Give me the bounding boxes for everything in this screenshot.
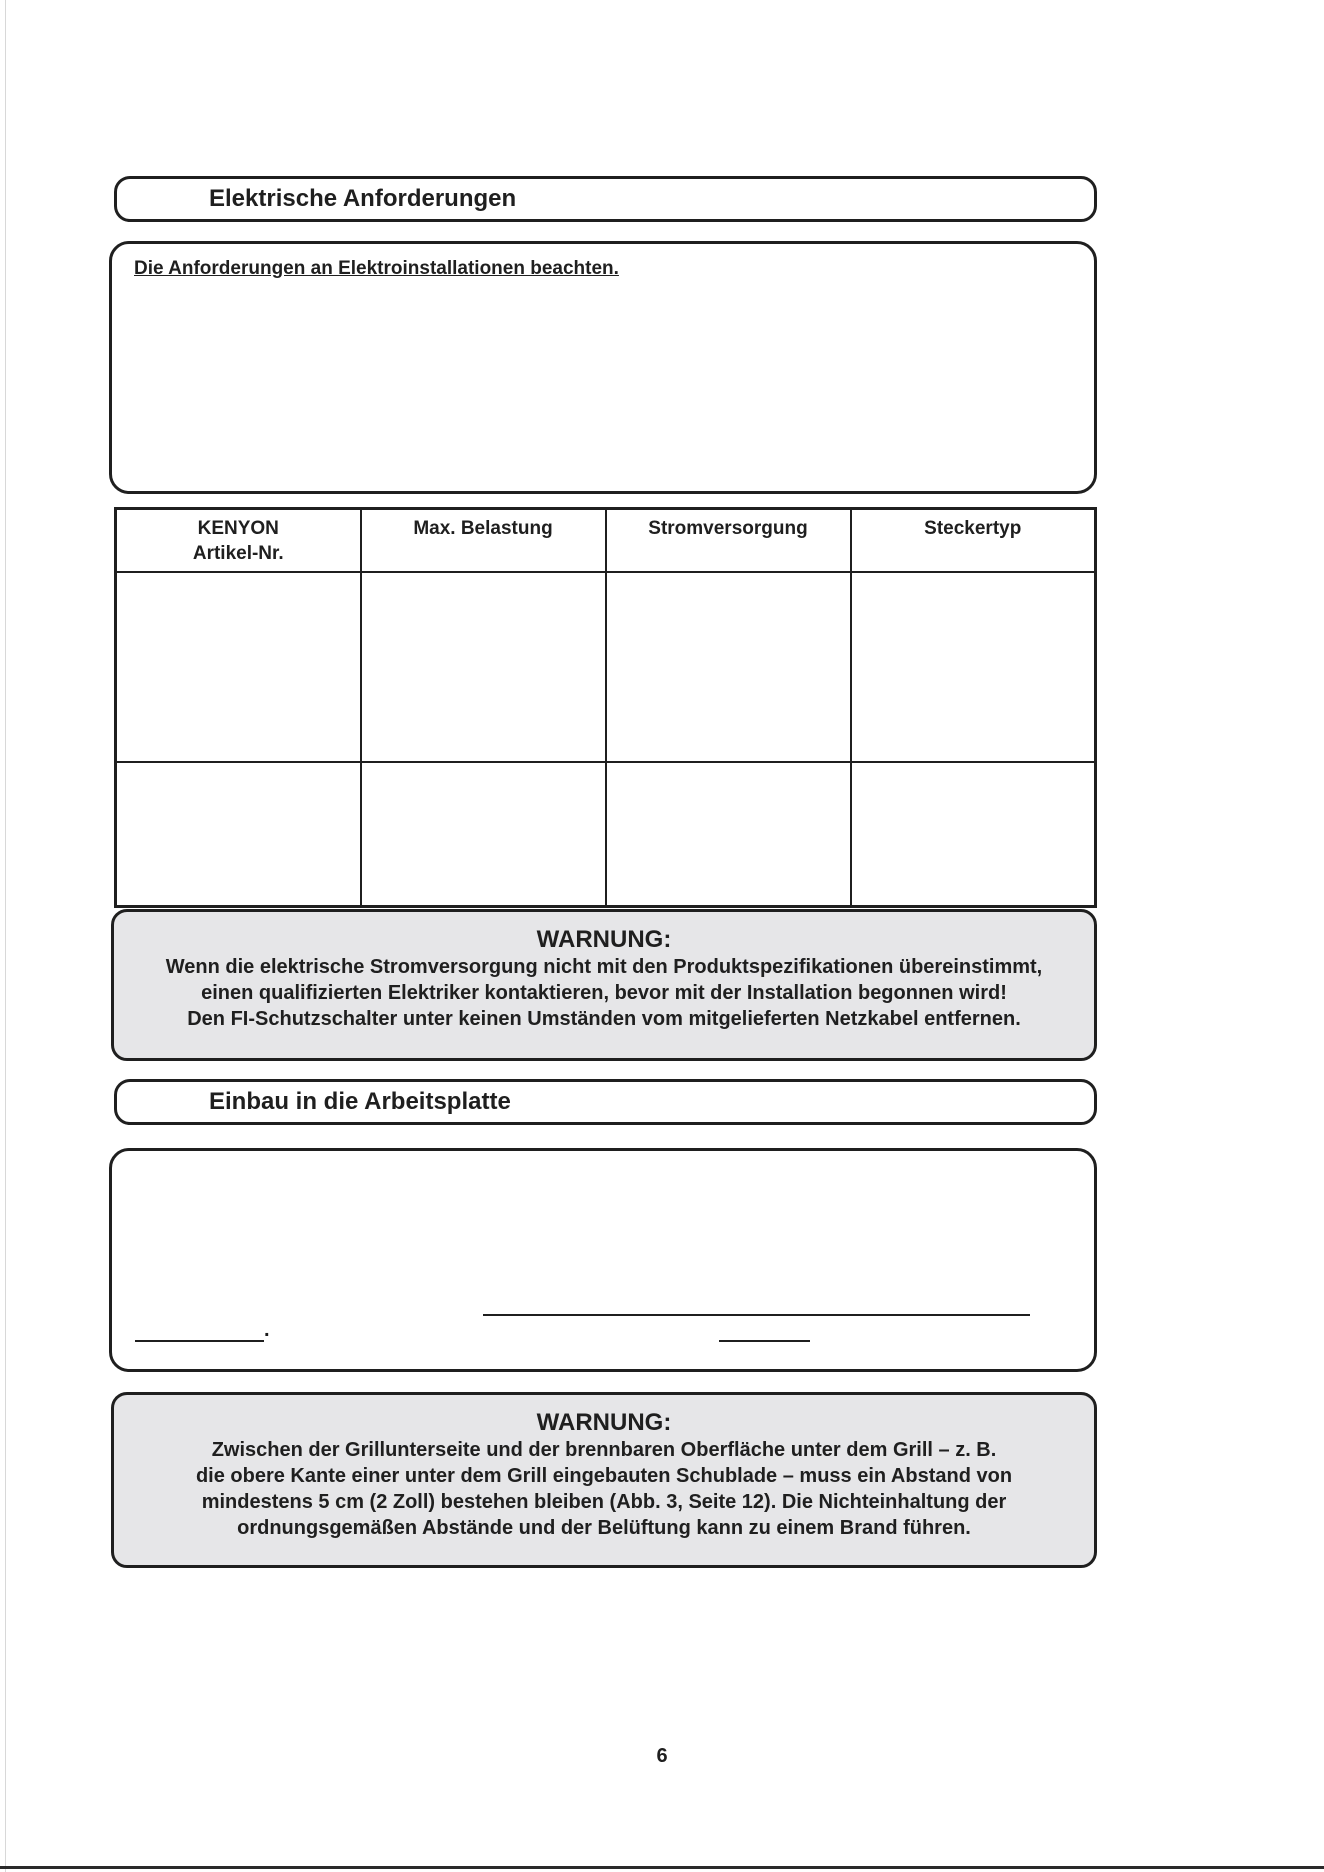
header-article-number-line2: Artikel-Nr.	[192, 543, 284, 564]
header-plug-type: Steckertyp	[851, 509, 1096, 573]
header-article-number-line1: KENYON	[197, 518, 279, 539]
table-row	[116, 572, 1096, 762]
table-row	[116, 762, 1096, 907]
electrical-requirements-heading: Die Anforderungen an Elektroinstallationen beachten.	[134, 258, 619, 279]
warning-line: einen qualifizierten Elektriker kontaktieren, bevor mit der Installation begonnen wird!	[201, 982, 1007, 1004]
warning-line: Wenn die elektrische Stromversorgung nicht mit den Produktspezifikationen übereinstimmt,	[165, 956, 1043, 978]
table-cell	[361, 572, 606, 762]
left-margin-rule	[5, 0, 6, 1872]
section-title-countertop: Einbau in die Arbeitsplatte	[209, 1088, 511, 1115]
section-title-electrical: Elektrische Anforderungen	[209, 185, 517, 212]
section-header-countertop	[114, 1079, 1097, 1125]
warning-title-clearance: WARNUNG:	[536, 1409, 672, 1436]
warning-line: mindestens 5 cm (2 Zoll) bestehen bleiben (Abb. 3, Seite 12). Die Nichteinhaltung der	[201, 1491, 1007, 1513]
warning-title-electrical: WARNUNG:	[536, 926, 672, 953]
warning-box-clearance	[111, 1392, 1097, 1568]
warning-line: Den FI-Schutzschalter unter keinen Umständen vom mitgelieferten Netzkabel entfernen.	[187, 1008, 1021, 1030]
blank-line	[483, 1314, 1030, 1316]
warning-line: Zwischen der Grillunterseite und der brennbaren Oberfläche unter dem Grill – z. B.	[211, 1439, 997, 1461]
table-header-row	[116, 509, 1096, 573]
countertop-installation-box	[109, 1148, 1097, 1372]
blank-line	[135, 1340, 264, 1342]
header-max-load: Max. Belastung	[361, 509, 606, 573]
section-header-electrical	[114, 176, 1097, 222]
table-cell	[606, 572, 851, 762]
page-number: 6	[656, 1745, 668, 1767]
warning-line: die obere Kante einer unter dem Grill eingebauten Schublade – muss ein Abstand von	[195, 1465, 1013, 1487]
table-cell	[116, 762, 361, 907]
header-article-number	[116, 509, 361, 573]
table-cell	[361, 762, 606, 907]
table-cell	[116, 572, 361, 762]
blank-line	[719, 1340, 810, 1342]
sentence-period: .	[264, 1319, 270, 1341]
header-power-supply: Stromversorgung	[606, 509, 851, 573]
table-cell	[851, 762, 1096, 907]
warning-line: ordnungsgemäßen Abstände und der Belüftung kann zu einem Brand führen.	[237, 1517, 971, 1539]
warning-box-electrical	[111, 909, 1097, 1061]
electrical-spec-table	[114, 507, 1097, 908]
table-cell	[851, 572, 1096, 762]
table-cell	[606, 762, 851, 907]
electrical-requirements-box	[109, 241, 1097, 494]
bottom-rule	[0, 1866, 1324, 1869]
